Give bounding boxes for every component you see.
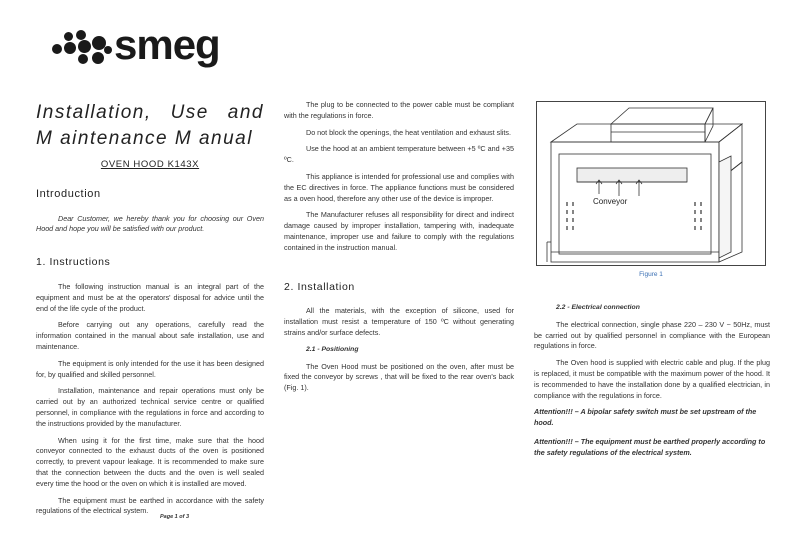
product-subtitle: OVEN HOOD K143X	[100, 159, 200, 170]
intro-paragraph: Dear Customer, we hereby thank you for choosing our Oven Hood and hope you will be satisfied with our product.	[36, 213, 264, 234]
paragraph: The Manufacturer refuses all responsibility for direct and indirect damage caused by improper installation, tampering with, inadequate maintenance, improper use and failure to comply with the regulations contained in the instruction manual.	[284, 210, 514, 252]
paragraph: Before carrying out any operations, carefully read the information contained in the manual about safe installation, use and maintenance.	[36, 320, 264, 351]
paragraph: All the materials, with the exception of silicone, used for installation must resist a temperature of 150 ºC without generating strains and/or surface defects.	[284, 306, 514, 337]
subsection-2-1-heading: 2.1 - Positioning	[306, 345, 359, 353]
logo-dots-icon	[52, 30, 112, 66]
title-word-1: Installation,	[36, 102, 152, 123]
paragraph: The equipment must be earthed in accordance with the safety regulations of the electrical system.	[36, 495, 264, 516]
column-right	[534, 303, 770, 467]
attention-note-1: Attention!!! – A bipolar safety switch must be set upstream of the hood.	[534, 407, 757, 428]
title-word-2: Use	[170, 102, 209, 123]
paragraph: The following instruction manual is an integral part of the equipment and must be at the operators' disposal for advice until the end of the life cycle of the product.	[36, 281, 264, 313]
paragraph: Do not block the openings, the heat ventilation and exhaust slits.	[306, 127, 511, 137]
title-line-2: M aintenance M anual	[36, 128, 253, 149]
figure-label-conveyor: Conveyor	[593, 197, 628, 206]
paragraph: The plug to be connected to the power cable must be compliant with the regulations in force.	[284, 100, 514, 120]
section-2-heading: 2. Installation	[284, 280, 355, 293]
paragraph: The Oven hood is supplied with electric cable and plug. If the plug is replaced, it must be compatible with the maximum power of the hood. It is recommended to have the installation done by a qualified electrician, in compliance with the regulations in force.	[534, 358, 770, 400]
paragraph: The equipment is only intended for the use it has been designed for, by qualified and skilled personnel.	[36, 358, 264, 379]
paragraph: When using it for the first time, make sure that the hood conveyor connected to the exhaust ducts of the oven is positioned correctly, to prevent vapour leakage. It is recommended to make sure that the connection between the ducts and the oven is well sealed every time the hood or the oven on which it is installed are moved.	[36, 435, 264, 488]
paragraph: The electrical connection, single phase 220 – 230 V ~ 50Hz, must be carried out by qualified personnel in compliance with the European regulations in force.	[534, 319, 770, 351]
oven-hood-drawing	[537, 102, 766, 266]
page-number: Page 1 of 3	[160, 514, 190, 520]
paragraph: The Oven Hood must be positioned on the oven, after must be fixed the conveyor by screws , that will be fixed to the rear oven's back (Fig. 1).	[284, 361, 514, 393]
figure-oven-hood	[536, 101, 766, 266]
logo-wordmark: smeg	[114, 21, 220, 68]
paragraph: Installation, maintenance and repair operations must only be carried out by an authorized technical service centre or qualified personnel, in compliance with the regulations in force and according to the instructions provided by the manufacturer.	[36, 386, 264, 428]
introduction-heading: Introduction	[36, 187, 101, 200]
paragraph: Use the hood at an ambient temperature between +5 ºC and +35 ºC.	[284, 144, 514, 165]
section-1-heading: 1. Instructions	[36, 256, 111, 269]
title-word-3: and	[227, 102, 264, 123]
document-title	[36, 100, 264, 152]
smeg-logo	[52, 21, 220, 68]
column-middle	[284, 100, 514, 400]
column-left	[36, 100, 264, 523]
attention-note-2: Attention!!! – The equipment must be earthed properly according to the safety regulations of the electrical system.	[534, 436, 766, 457]
paragraph: This appliance is intended for professional use and complies with the EC directives in force. The appliance functions must be considered as a oven hood, therefore any other use of the device is improper.	[284, 171, 514, 203]
subsection-2-2-heading: 2.2 - Electrical connection	[556, 304, 640, 311]
figure-caption: Figure 1	[639, 271, 663, 278]
